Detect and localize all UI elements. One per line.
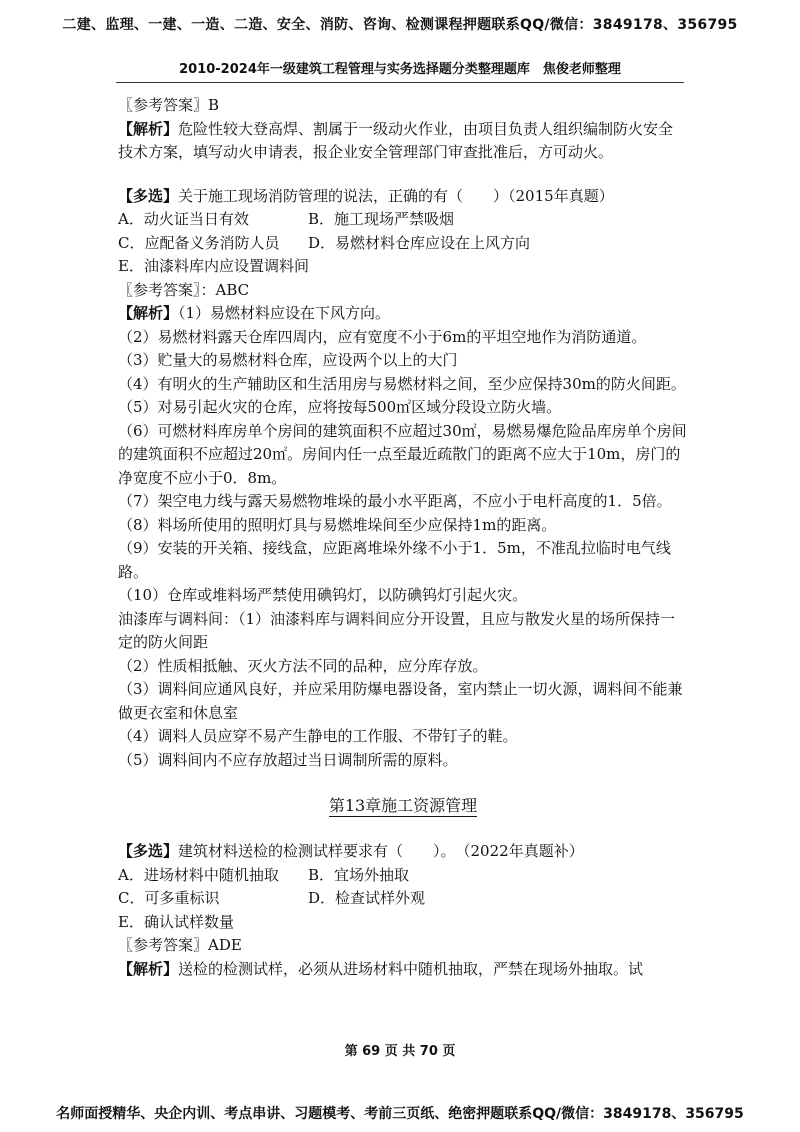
analysis-line: （5）调料间内不应存放超过当日调制所需的原料。	[118, 750, 458, 769]
analysis-line: （2）易燃材料露天仓库四周内，应有宽度不小于6m的平坦空地作为消防通道。	[118, 327, 647, 346]
answer-tag: 〖参考答案〗	[118, 280, 201, 299]
option-c: C．应配备义务消防人员	[118, 233, 280, 252]
analysis-line: 油漆库与调料间：（1）油漆料库与调料间应分开设置，且应与散发火星的场所保持一定的防火间距	[118, 609, 676, 651]
chapter-title	[118, 784, 688, 828]
option-row	[118, 864, 688, 888]
analysis-paragraph	[118, 958, 688, 982]
analysis-tag: 【解析】	[118, 119, 179, 138]
option-a: A．动火证当日有效	[118, 210, 249, 228]
question-stem-text: 建筑材料送检的检测试样要求有（ ）。 （2022年真题补）	[178, 842, 584, 860]
analysis-line: （9）安装的开关箱、接线盒，应距离堆垛外缘不小于1．5m，不准乱拉临时电气线路。	[118, 539, 671, 581]
top-banner: 二建、监理、一建、一造、二造、安全、消防、咨询、检测课程押题联系QQ/微信：3849178、356795	[62, 17, 738, 33]
option-row	[118, 208, 688, 232]
analysis-text: （1）易燃材料应设在下风方向。	[178, 304, 391, 322]
analysis-line: （7）架空电力线与露天易燃物堆垛的最小水平距离，不应小于电杆高度的1．5倍。	[118, 492, 672, 510]
answer-value: B	[208, 96, 220, 114]
answer-line	[118, 279, 688, 303]
option-e: E．确认试样数量	[118, 912, 234, 931]
analysis-paragraph	[118, 302, 688, 326]
option-row	[118, 887, 688, 911]
analysis-paragraph	[118, 118, 688, 165]
option-a: A．进场材料中随机抽取	[118, 865, 279, 884]
page-content	[118, 94, 688, 981]
analysis-line: （5）对易引起火灾的仓库，应将按每500㎡区域分段设立防火墙。	[118, 398, 562, 416]
analysis-line: （4）调料人员应穿不易产生静电的工作服、不带钉子的鞋。	[118, 727, 518, 745]
analysis-tag: 【解析】	[118, 959, 179, 978]
question-type-tag: 【多选】	[118, 842, 179, 860]
analysis-line: （3）调料间应通风良好，并应采用防爆电器设备，室内禁止一切火源，调料间不能兼做更衣室和休息室	[118, 680, 683, 722]
question-stem-text: 关于施工现场消防管理的说法，正确的有（ ）（2015年真题）	[178, 186, 614, 205]
option-d: D．检查试样外观	[308, 889, 426, 907]
analysis-line: （10）仓库或堆料场严禁使用碘钨灯，以防碘钨灯引起火灾。	[118, 586, 528, 604]
answer-value: ：ABC	[200, 280, 250, 299]
option-c: C．可多重标识	[118, 889, 220, 907]
question-stem	[118, 840, 688, 864]
answer-line	[118, 934, 688, 958]
option-d: D．易燃材料仓库应设在上风方向	[308, 233, 531, 252]
option-b: B．施工现场严禁吸烟	[308, 210, 455, 228]
answer-value: ADE	[208, 936, 242, 954]
analysis-line: （2）性质相抵触、灭火方法不同的品种，应分库存放。	[118, 656, 488, 675]
option-row	[118, 232, 688, 256]
analysis-line: （4）有明火的生产辅助区和生活用房与易燃材料之间，至少应保持30m的防火间距。	[118, 374, 686, 393]
analysis-tag: 【解析】	[118, 304, 179, 322]
answer-line	[118, 94, 688, 118]
answer-tag: 〖参考答案〗	[118, 96, 209, 114]
analysis-line: （6）可燃材料库房单个房间的建筑面积不应超过30㎡，易燃易爆危险品库房单个房间的建筑面积不应超过20㎡。房间内任一点至最近疏散门的距离不应大于10m，房门的净宽度不应小于0．8m。	[118, 421, 687, 487]
question-type-tag: 【多选】	[118, 186, 179, 205]
analysis-text: 危险性较大登高焊、割属于一级动火作业，由项目负责人组织编制防火安全技术方案，填写动火申请表，报企业安全管理部门审查批准后，方可动火。	[118, 119, 674, 161]
option-e: E．油漆料库内应设置调料间	[118, 257, 309, 275]
analysis-text: 送检的检测试样，必须从进场材料中随机抽取，严禁在现场外抽取。试	[178, 959, 644, 978]
analysis-line: （3）贮量大的易燃材料仓库，应设两个以上的大门	[118, 351, 458, 369]
document-header: 2010-2024年一级建筑工程管理与实务选择题分类整理题库 焦俊老师整理	[116, 58, 684, 83]
page-number: 第 69 页 共 70 页	[344, 1044, 456, 1059]
analysis-line: （8）料场所使用的照明灯具与易燃堆垛间至少应保持1m的距离。	[118, 515, 557, 534]
chapter-title-text: 第13章施工资源管理	[328, 796, 478, 815]
bottom-banner: 名师面授精华、央企内训、考点串讲、习题模考、考前三页纸、绝密押题联系QQ/微信：3849178、356795	[56, 1106, 744, 1122]
answer-tag: 〖参考答案〗	[118, 936, 209, 954]
option-b: B．宜场外抽取	[308, 865, 410, 884]
question-stem	[118, 185, 688, 209]
